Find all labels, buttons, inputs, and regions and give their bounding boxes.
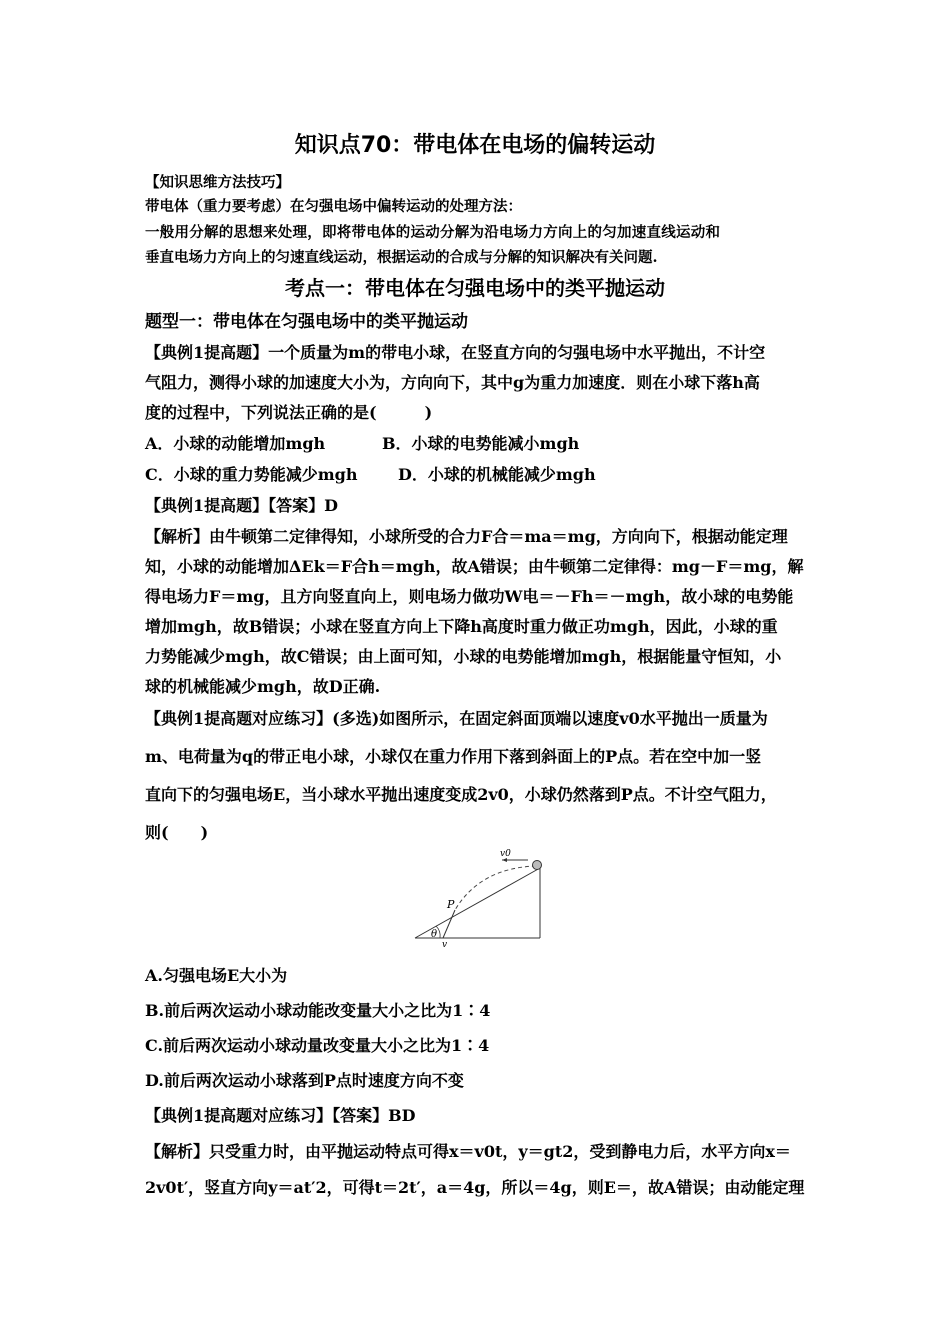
example1-analysis: 得电场力F＝mg，且方向竖直向上，则电场力做功W电＝－Fh＝－mgh，故小球的电势能 [145, 587, 794, 606]
example1-analysis: 力势能减少mgh，故C错误；由上面可知，小球的电势能增加mgh，根据能量守恒知，小 [145, 647, 782, 666]
example1-option-c: C．小球的重力势能减少mgh [145, 465, 358, 484]
ball-icon [533, 861, 542, 870]
point-p-label: P [447, 898, 455, 911]
example1-analysis: 球的机械能减少mgh，故D正确. [145, 677, 381, 696]
method-text: 垂直电场力方向上的匀速直线运动，根据运动的合成与分解的知识解决有关问题. [145, 249, 658, 266]
practice1-option-b: B.前后两次运动小球动能改变量大小之比为1∶4 [145, 1001, 491, 1020]
example1-question: 度的过程中，下列说法正确的是( ) [145, 403, 433, 422]
practice1-analysis: 2v0t′，竖直方向y＝at′2，可得t＝2t′，a＝4g，所以＝4g，则E＝，故A错误；由动能定理 [145, 1178, 805, 1197]
example1-question: 气阻力，测得小球的加速度大小为，方向向下，其中g为重力加速度．则在小球下落h高 [145, 373, 760, 392]
incline-figure [410, 848, 550, 948]
page-title: 知识点70：带电体在电场的偏转运动 [294, 133, 656, 158]
section-title: 考点一：带电体在匀强电场中的类平抛运动 [285, 276, 665, 300]
practice1-analysis: 【解析】只受重力时，由平抛运动特点可得x＝v0t，y＝gt2，受到静电力后，水平方向x＝ [145, 1142, 791, 1161]
method-text: 带电体（重力要考虑）在匀强电场中偏转运动的处理方法： [145, 198, 522, 215]
practice1-option-a: A.匀强电场E大小为 [145, 966, 288, 985]
velocity-arrow [443, 910, 455, 938]
practice1-question: 【典例1提高题对应练习】(多选)如图所示，在固定斜面顶端以速度v0水平抛出一质量为 [145, 709, 768, 728]
trajectory-path [455, 866, 536, 910]
practice1-question: 直向下的匀强电场E，当小球水平抛出速度变成2v0，小球仍然落到P点。不计空气阻力， [145, 785, 777, 804]
example1-question: 【典例1提高题】一个质量为m的带电小球，在竖直方向的匀强电场中水平抛出，不计空 [145, 343, 766, 362]
practice1-option-c: C.前后两次运动小球动量改变量大小之比为1∶4 [145, 1036, 490, 1055]
method-heading: 【知识思维方法技巧】 [145, 175, 290, 191]
method-text: 一般用分解的思想来处理，即将带电体的运动分解为沿电场力方向上的匀加速直线运动和 [145, 224, 721, 241]
example1-analysis: 【解析】由牛顿第二定律得知，小球所受的合力F合＝ma＝mg，方向向下，根据动能定理 [145, 527, 788, 546]
example1-answer: 【典例1提高题】【答案】D [145, 496, 339, 515]
theta-label: θ [431, 929, 438, 940]
example1-analysis: 增加mgh，故B错误；小球在竖直方向上下降h高度时重力做正功mgh，因此，小球的重 [145, 617, 778, 636]
type-title: 题型一：带电体在匀强电场中的类平抛运动 [145, 312, 468, 332]
incline-slope [415, 868, 540, 938]
v0-label: v0 [500, 849, 511, 859]
example1-option-d: D．小球的机械能减少mgh [398, 465, 596, 484]
v-label: v [442, 940, 448, 948]
practice1-answer: 【典例1提高题对应练习】【答案】BD [145, 1106, 416, 1125]
practice1-question: m、电荷量为q的带正电小球，小球仅在重力作用下落到斜面上的P点。若在空中加一竖 [145, 747, 762, 766]
example1-option-a: A．小球的动能增加mgh [145, 434, 326, 453]
example1-analysis: 知，小球的动能增加ΔEk＝F合h＝mgh，故A错误；由牛顿第二定律得：mg－F＝mg，解 [145, 557, 804, 576]
practice1-question: 则( ) [145, 823, 209, 842]
example1-option-b: B．小球的电势能减小mgh [382, 434, 580, 453]
practice1-option-d: D.前后两次运动小球落到P点时速度方向不变 [145, 1071, 464, 1090]
